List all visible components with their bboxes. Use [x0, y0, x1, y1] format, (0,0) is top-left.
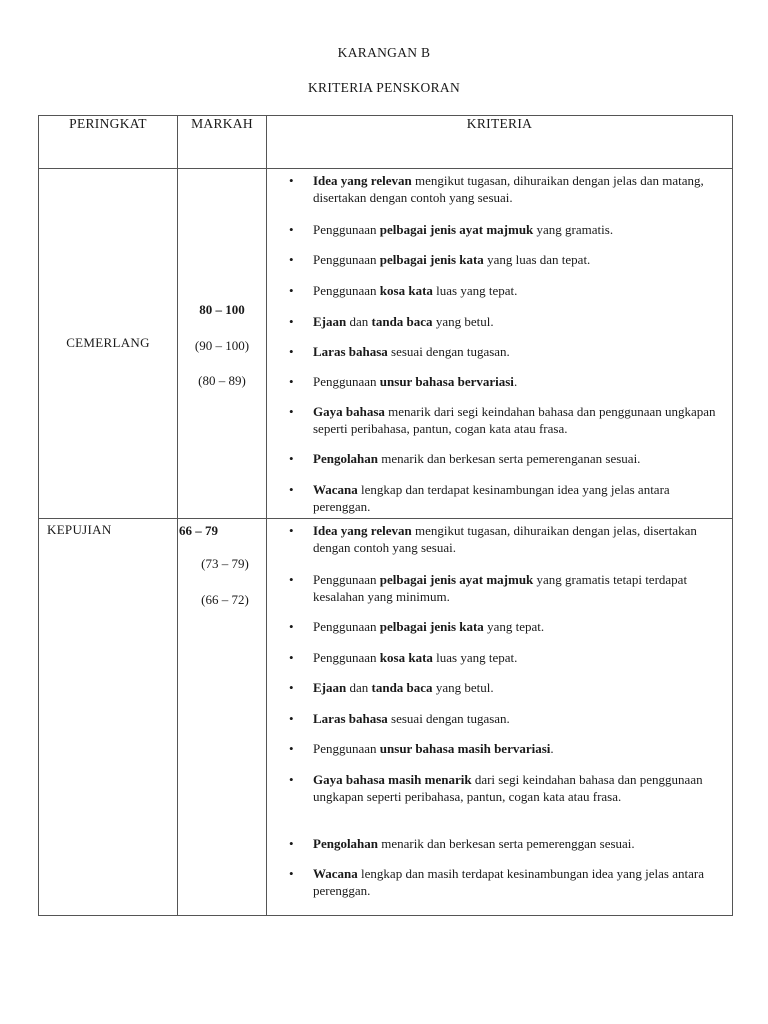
criteria-keyword: kosa kata: [379, 650, 433, 665]
criteria-text: Penggunaan: [313, 283, 380, 298]
criteria-keyword: pelbagai jenis ayat majmuk: [379, 222, 534, 237]
grade-label: KEPUJIAN: [47, 522, 112, 537]
marks-range-main: 80 – 100: [199, 302, 245, 317]
criteria-item: [313, 481, 726, 515]
criteria-keyword: kosa kata: [379, 283, 433, 298]
criteria-text: sesuai dengan tugasan.: [387, 344, 510, 359]
criteria-item: [313, 522, 726, 556]
criteria-item: [313, 403, 726, 437]
criteria-keyword: unsur bahasa masih bervariasi: [379, 741, 551, 756]
criteria-item: [313, 835, 726, 852]
header-grade: PERINGKAT: [39, 116, 178, 169]
criteria-text: yang gramatis tetapi terdapat kesalahan yang minimum.: [313, 572, 688, 604]
criteria-text: lengkap dan terdapat kesinambungan idea yang jelas antara perenggan.: [313, 482, 670, 514]
criteria-keyword: Laras bahasa: [313, 711, 388, 726]
criteria-keyword: Wacana: [313, 866, 358, 881]
criteria-keyword: Ejaan: [313, 314, 347, 329]
criteria-item: [313, 710, 726, 727]
criteria-text: dari segi keindahan bahasa dan penggunaan ungkapan seperti peribahasa, pantun, cogan kata atau frasa.: [313, 772, 703, 804]
criteria-text: menarik dan berkesan serta pemerenggan sesuai.: [378, 836, 635, 851]
criteria-item: [313, 740, 726, 757]
criteria-item: [313, 313, 726, 330]
criteria-text: Penggunaan: [313, 374, 380, 389]
document-subtitle: KRITERIA PENSKORAN: [307, 80, 461, 95]
marks-cell: [178, 519, 267, 916]
criteria-item: [313, 649, 726, 666]
criteria-keyword: Gaya bahasa: [313, 404, 385, 419]
criteria-item: [313, 618, 726, 635]
criteria-text: Penggunaan: [313, 741, 380, 756]
criteria-text: luas yang tepat.: [432, 650, 518, 665]
scoring-criteria-table: [38, 115, 733, 916]
marks-range-main: 66 – 79: [179, 523, 218, 538]
criteria-text: lengkap dan masih terdapat kesinambungan idea yang jelas antara perenggan.: [313, 866, 704, 898]
criteria-text: yang luas dan tepat.: [483, 252, 591, 267]
criteria-keyword: Pengolahan: [313, 451, 379, 466]
criteria-text: Penggunaan: [313, 650, 380, 665]
marks-range-sub: (80 – 89): [198, 373, 246, 388]
criteria-item: [313, 221, 726, 238]
table-header-row: [39, 116, 733, 169]
criteria-item: [313, 450, 726, 467]
header-marks: MARKAH: [178, 116, 267, 169]
table-row-kepujian: [39, 519, 733, 916]
criteria-cell: [267, 519, 733, 916]
criteria-item: [313, 343, 726, 360]
criteria-keyword: tanda baca: [371, 314, 433, 329]
criteria-text: dan: [346, 680, 372, 695]
marks-range-sub: (73 – 79): [201, 556, 249, 571]
criteria-item: [313, 373, 726, 390]
criteria-text: luas yang tepat.: [432, 283, 518, 298]
grade-label: CEMERLANG: [66, 335, 150, 350]
criteria-cell: [267, 169, 733, 519]
marks-range-sub: (90 – 100): [194, 337, 250, 353]
criteria-text: dan: [346, 314, 372, 329]
criteria-keyword: Gaya bahasa masih menarik: [313, 772, 472, 787]
criteria-keyword: pelbagai jenis kata: [379, 619, 484, 634]
criteria-keyword: tanda baca: [371, 680, 433, 695]
table-row-cemerlang: [39, 169, 733, 519]
criteria-text: sesuai dengan tugasan.: [387, 711, 510, 726]
criteria-keyword: pelbagai jenis ayat majmuk: [379, 572, 534, 587]
grade-cell: [39, 169, 178, 519]
criteria-text: Penggunaan: [313, 572, 380, 587]
criteria-text: Penggunaan: [313, 252, 380, 267]
criteria-keyword: Wacana: [313, 482, 358, 497]
criteria-text: mengikut tugasan, dihuraikan dengan jelas dan matang, disertakan dengan contoh yang sesuai.: [313, 173, 704, 205]
criteria-text: yang betul.: [432, 680, 494, 695]
criteria-item: [313, 771, 726, 805]
criteria-text: menarik dan berkesan serta pemerenganan sesuai.: [378, 451, 641, 466]
marks-range-sub: (66 – 72): [201, 591, 249, 607]
document-title: KARANGAN B: [337, 45, 431, 60]
criteria-item: [313, 282, 726, 299]
criteria-text: Penggunaan: [313, 619, 380, 634]
criteria-item: [313, 679, 726, 696]
criteria-item: [313, 865, 726, 899]
criteria-text: menarik dari segi keindahan bahasa dan penggunaan ungkapan seperti peribahasa, pantun, cogan kata atau frasa.: [313, 404, 716, 436]
criteria-text: .: [513, 374, 518, 389]
criteria-keyword: Idea yang relevan: [313, 523, 412, 538]
criteria-item: [313, 251, 726, 268]
criteria-text: mengikut tugasan, dihuraikan dengan jelas, disertakan dengan contoh yang sesuai.: [313, 523, 697, 555]
criteria-keyword: Laras bahasa: [313, 344, 388, 359]
criteria-keyword: unsur bahasa bervariasi: [379, 374, 514, 389]
marks-cell: [178, 169, 267, 519]
criteria-keyword: Idea yang relevan: [313, 173, 412, 188]
criteria-item: [313, 571, 726, 605]
criteria-item: [313, 172, 726, 206]
criteria-text: yang gramatis.: [533, 222, 614, 237]
criteria-text: .: [550, 741, 554, 756]
criteria-text: yang tepat.: [483, 619, 545, 634]
criteria-text: Penggunaan: [313, 222, 380, 237]
criteria-keyword: pelbagai jenis kata: [379, 252, 484, 267]
criteria-text: yang betul.: [432, 314, 494, 329]
header-criteria: KRITERIA: [267, 116, 733, 169]
criteria-keyword: Pengolahan: [313, 836, 379, 851]
criteria-keyword: Ejaan: [313, 680, 347, 695]
grade-cell: [39, 519, 178, 916]
